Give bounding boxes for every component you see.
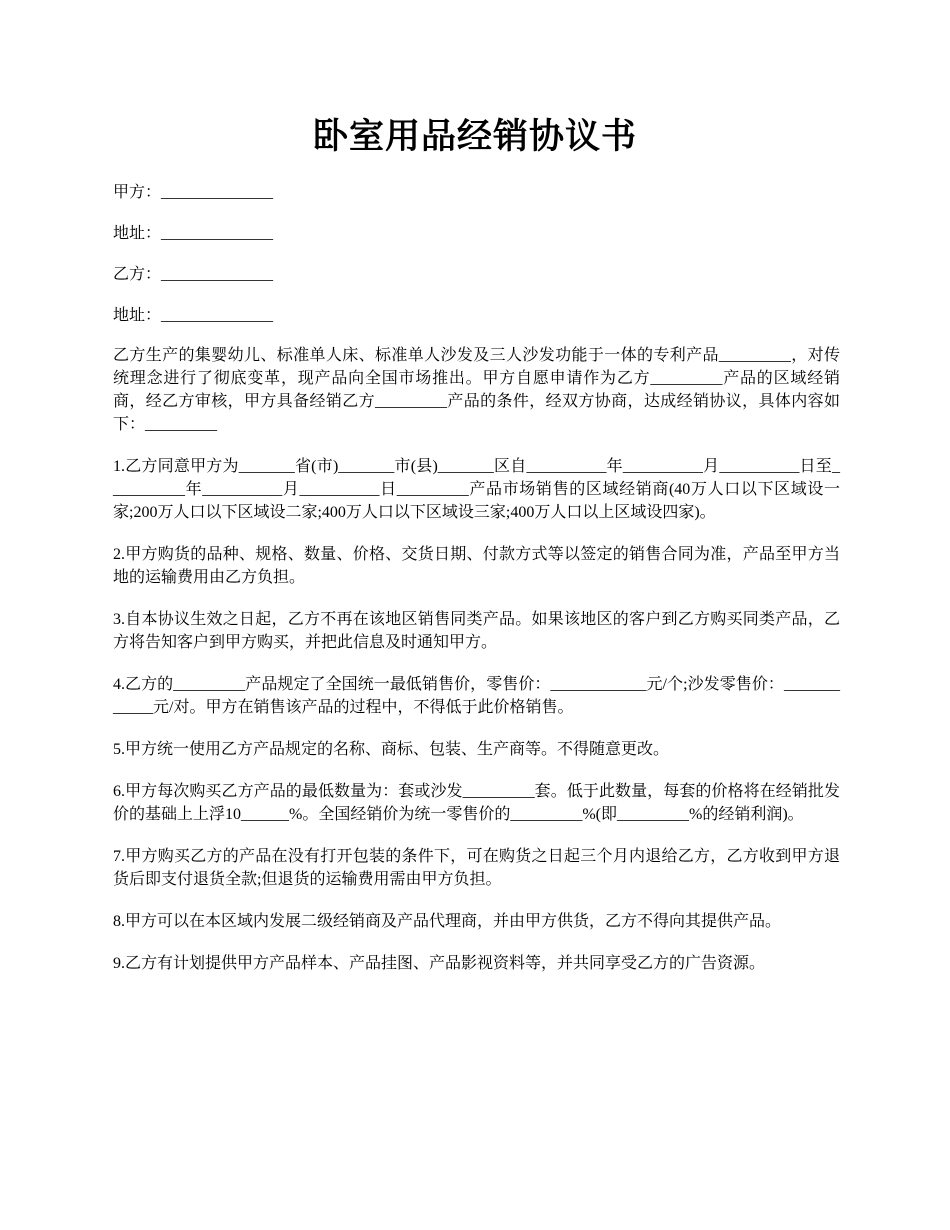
- document-body: [113, 344, 840, 994]
- clause-1: 1.乙方同意甲方为_______省(市)_______市(县)_______区自__________年__________月__________日至__________年__________月__________日_________产品市场销售的区域经销商(40万人口以下区域设一家;200万人口以下区域设二家;400万人口以下区域设三家;400万人口以上区域设四家)。: [113, 458, 840, 521]
- party-b-line: 乙方：______________: [113, 266, 274, 283]
- clause-4: 4.乙方的_________产品规定了全国统一最低销售价，零售价：____________元/个;沙发零售价：____________元/对。甲方在销售该产品的过程中，不得低于此价格销售。: [113, 676, 840, 716]
- party-a-line: 甲方：______________: [113, 184, 274, 201]
- party-a-address-line: 地址：______________: [113, 225, 274, 242]
- document-title: 卧室用品经销协议书: [312, 117, 637, 157]
- clause-7: 7.甲方购买乙方的产品在没有打开包装的条件下，可在购货之日起三个月内退给乙方，乙方收到甲方退货后即支付退货全款;但退货的运输费用需由甲方负担。: [113, 848, 840, 888]
- clause-6: 6.甲方每次购买乙方产品的最低数量为：套或沙发_________套。低于此数量，每套的价格将在经销批发价的基础上上浮10______%。全国经销价为统一零售价的_________%(即_________%的经销利润)。: [113, 783, 840, 823]
- clause-9: 9.乙方有计划提供甲方产品样本、产品挂图、产品影视资料等，并共同享受乙方的广告资源。: [113, 955, 766, 972]
- clause-2: 2.甲方购货的品种、规格、数量、价格、交货日期、付款方式等以签定的销售合同为准，产品至甲方当地的运输费用由乙方负担。: [113, 546, 840, 586]
- clause-5: 5.甲方统一使用乙方产品规定的名称、商标、包装、生产商等。不得随意更改。: [113, 741, 670, 758]
- clause-8: 8.甲方可以在本区域内发展二级经销商及产品代理商，并由甲方供货，乙方不得向其提供产品。: [113, 913, 782, 930]
- party-b-address-line: 地址：______________: [113, 307, 274, 324]
- intro-paragraph: 乙方生产的集婴幼儿、标准单人床、标准单人沙发及三人沙发功能于一体的专利产品_________，对传统理念进行了彻底变革，现产品向全国市场推出。甲方自愿申请作为乙方_________产品的区域经销商，经乙方审核，甲方具备经销乙方_________产品的条件，经双方协商，达成经销协议，具体内容如下：_________: [113, 347, 840, 433]
- clause-3: 3.自本协议生效之日起，乙方不再在该地区销售同类产品。如果该地区的客户到乙方购买同类产品，乙方将告知客户到甲方购买，并把此信息及时通知甲方。: [113, 611, 840, 651]
